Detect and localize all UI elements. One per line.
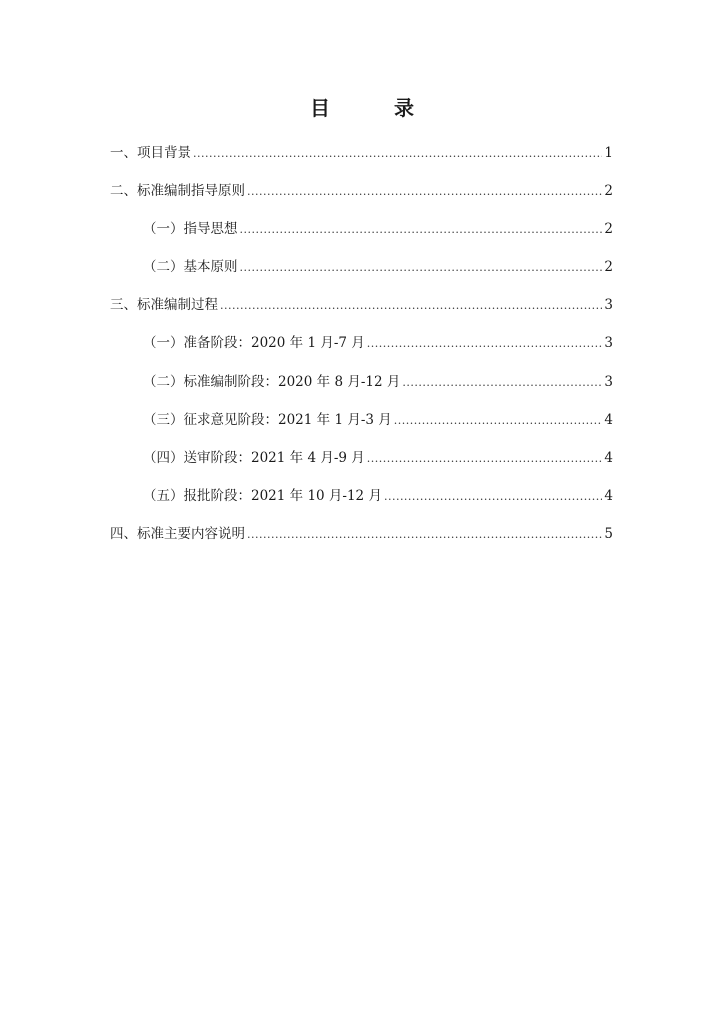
toc-entry[interactable] [110, 293, 613, 331]
toc-leader-dots [193, 142, 602, 166]
toc-entry-page: 1 [604, 145, 613, 161]
toc-entry-page: 5 [604, 525, 613, 542]
toc-leader-dots [247, 180, 602, 204]
toc-title: 目 录 [310, 96, 436, 120]
toc-entry-page: 4 [604, 449, 613, 466]
toc-entry-label: 二、标准编制指导原则 [110, 183, 245, 200]
toc-entry[interactable] [110, 408, 613, 446]
toc-entry[interactable] [110, 179, 613, 217]
toc-entry-label: （五）报批阶段：2021 年 10 月-12 月 [143, 487, 382, 504]
toc-entry[interactable] [110, 255, 613, 293]
toc-leader-dots [240, 218, 603, 242]
toc-leader-dots [384, 485, 602, 509]
toc-entry-page: 3 [604, 335, 613, 352]
toc-entry[interactable] [110, 331, 613, 369]
toc-entry-label: 一、项目背景 [110, 145, 191, 161]
toc-entry-page: 3 [604, 373, 613, 390]
toc-entry-page: 4 [604, 487, 613, 504]
toc-entry-page: 3 [604, 297, 613, 314]
toc-leader-dots [240, 256, 603, 280]
toc-entry[interactable] [110, 141, 613, 179]
toc-leader-dots [367, 332, 603, 356]
toc-leader-dots [402, 371, 602, 395]
toc-entry-page: 2 [604, 183, 613, 200]
toc-entry[interactable] [110, 484, 613, 522]
toc-entry[interactable] [110, 370, 613, 408]
toc-leader-dots [220, 294, 602, 318]
toc-leader-dots [247, 523, 602, 547]
toc-entry-label: （一）准备阶段：2020 年 1 月-7 月 [143, 335, 365, 352]
toc-entry-page: 2 [604, 259, 613, 276]
toc-entry[interactable] [110, 446, 613, 484]
toc-entry-label: （三）征求意见阶段：2021 年 1 月-3 月 [143, 411, 392, 428]
toc-leader-dots [394, 409, 603, 433]
toc-entry[interactable] [110, 522, 613, 560]
toc-entry-label: 三、标准编制过程 [110, 297, 218, 314]
toc-entry-label: （二）基本原则 [143, 259, 238, 276]
toc-entry[interactable] [110, 217, 613, 255]
table-of-contents [110, 141, 613, 560]
toc-leader-dots [367, 447, 603, 471]
toc-entry-label: （一）指导思想 [143, 221, 238, 238]
toc-entry-label: （四）送审阶段：2021 年 4 月-9 月 [143, 449, 365, 466]
toc-entry-page: 2 [604, 221, 613, 238]
toc-entry-label: （二）标准编制阶段：2020 年 8 月-12 月 [143, 373, 401, 390]
toc-entry-page: 4 [604, 411, 613, 428]
toc-entry-label: 四、标准主要内容说明 [110, 525, 245, 542]
